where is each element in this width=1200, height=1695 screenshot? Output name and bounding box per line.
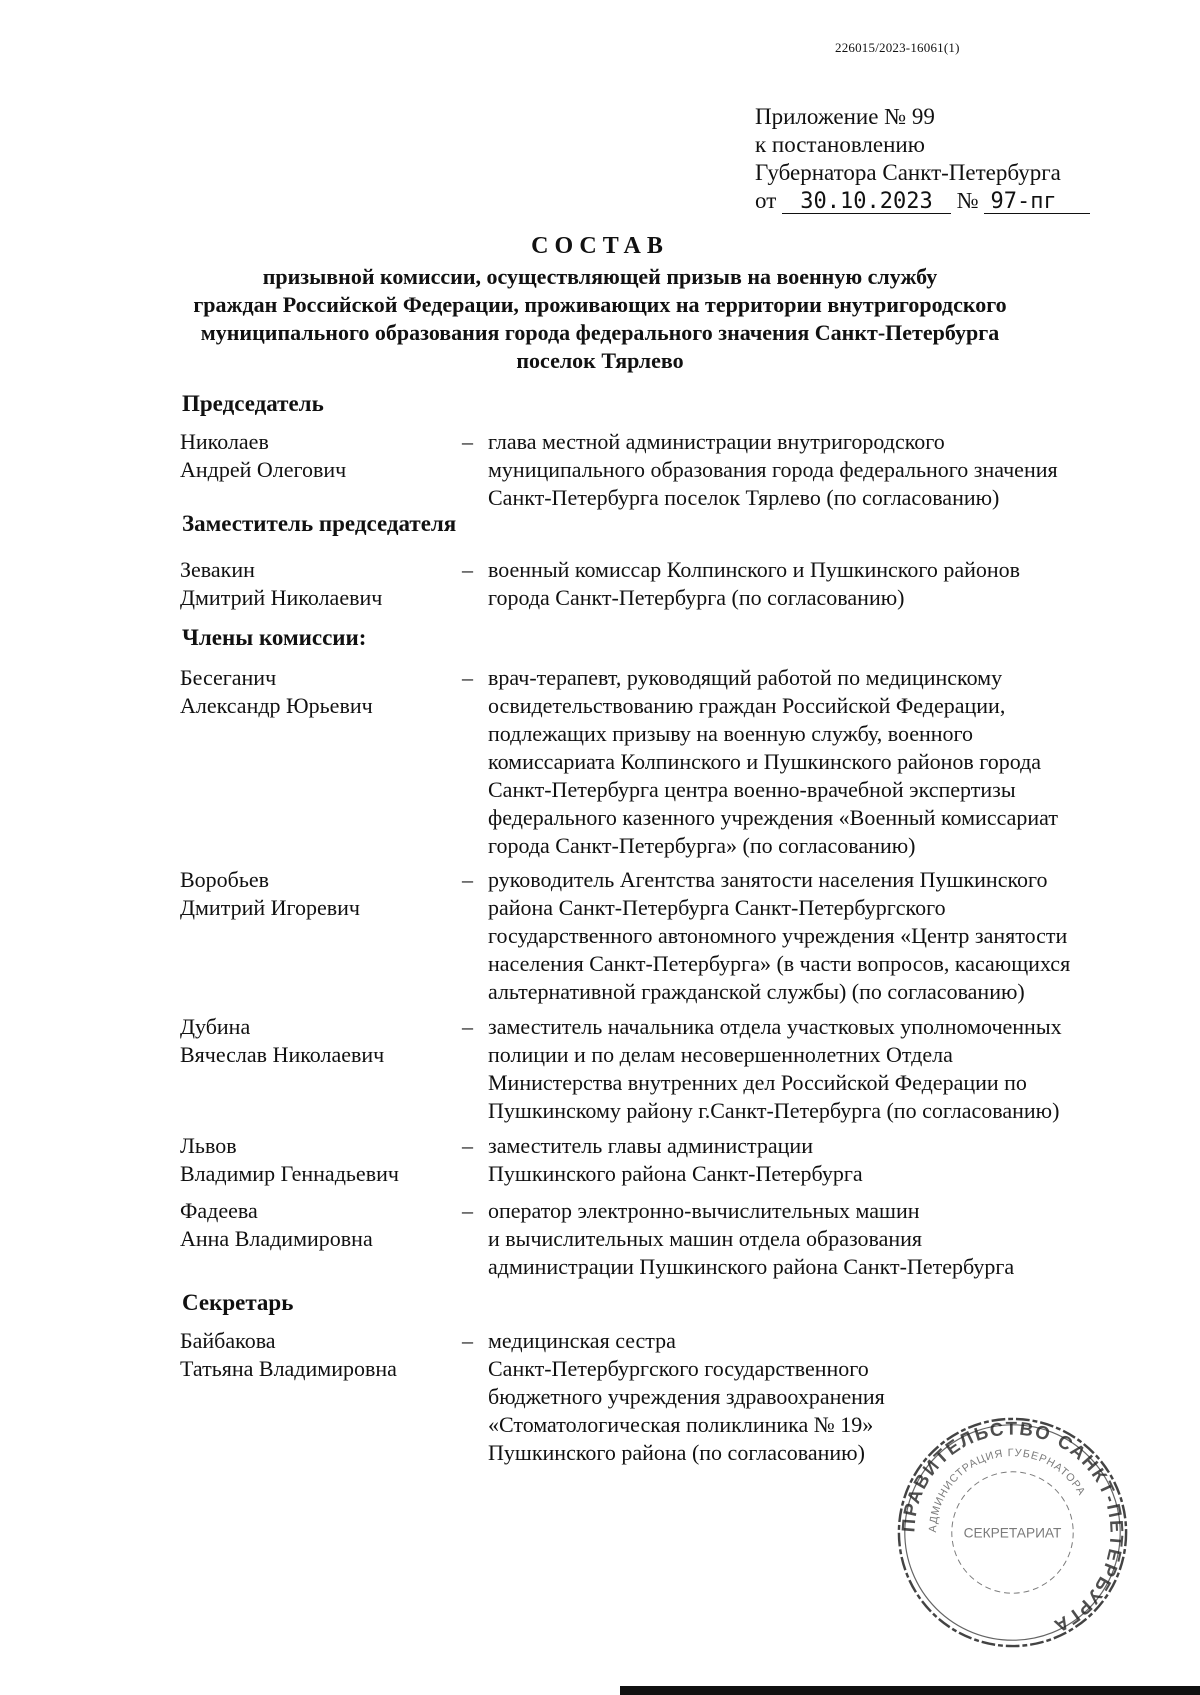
- section-chairman: Председатель: [182, 391, 324, 416]
- member-role: [488, 866, 1148, 1006]
- decree-number: 97-пг: [984, 191, 1090, 214]
- appendix-governor: Губернатора Санкт-Петербурга: [755, 160, 1061, 185]
- dash: –: [462, 665, 473, 690]
- surname: Байбакова: [180, 1328, 276, 1353]
- role-line: федерального казенного учреждения «Военный комиссариат: [488, 805, 1058, 830]
- document-title: СОСТАВ: [531, 233, 669, 259]
- role-line: администрации Пушкинского района Санкт-Петербурга: [488, 1254, 1015, 1279]
- subtitle-line: поселок Тярлево: [516, 348, 684, 373]
- member-name: [180, 1197, 460, 1253]
- from-label: от: [755, 188, 777, 213]
- role-line: заместитель начальника отдела участковых уполномоченных: [488, 1014, 1062, 1039]
- role-line: Министерства внутренних дел Российской Федерации по: [488, 1070, 1027, 1095]
- role-line: комиссариата Колпинского и Пушкинского районов города: [488, 749, 1042, 774]
- surname: Воробьев: [180, 867, 270, 892]
- appendix-block: [755, 103, 1090, 215]
- scan-edge-bar: [620, 1686, 1200, 1695]
- appendix-to-decree: к постановлению: [755, 132, 925, 157]
- role-line: государственного автономного учреждения «Центр занятости: [488, 923, 1068, 948]
- role-line: Санкт-Петербургского государственного: [488, 1356, 869, 1381]
- role-line: муниципального образования города федерального значения: [488, 457, 1058, 482]
- given-names: Дмитрий Николаевич: [180, 585, 383, 610]
- member-name: [180, 664, 460, 720]
- role-line: города Санкт-Петербурга» (по согласованию): [488, 833, 916, 858]
- given-names: Анна Владимировна: [180, 1226, 373, 1251]
- given-names: Александр Юрьевич: [180, 693, 373, 718]
- role-line: альтернативной гражданской службы) (по согласованию): [488, 979, 1025, 1004]
- role-line: населения Санкт-Петербурга» (в части вопросов, касающихся: [488, 951, 1071, 976]
- given-names: Владимир Геннадьевич: [180, 1161, 399, 1186]
- role-line: Санкт-Петербурга поселок Тярлево (по согласованию): [488, 485, 1000, 510]
- role-line: Пушкинского района Санкт-Петербурга: [488, 1161, 863, 1186]
- member-role: [488, 1197, 1148, 1281]
- role-line: освидетельствованию граждан Российской Федерации,: [488, 693, 1006, 718]
- member-name: [180, 428, 460, 484]
- role-line: врач-терапевт, руководящий работой по медицинскому: [488, 665, 1003, 690]
- role-line: оператор электронно-вычислительных машин: [488, 1198, 920, 1223]
- role-line: Пушкинскому району г.Санкт-Петербурга (по согласованию): [488, 1098, 1060, 1123]
- role-line: «Стоматологическая поликлиника № 19»: [488, 1412, 874, 1437]
- subtitle-line: призывной комиссии, осуществляющей призыв на военную службу: [262, 264, 938, 289]
- dash: –: [462, 867, 473, 892]
- given-names: Татьяна Владимировна: [180, 1356, 397, 1381]
- document-subtitle: [150, 263, 1050, 375]
- number-label: №: [956, 188, 979, 213]
- given-names: Андрей Олегович: [180, 457, 347, 482]
- official-seal-stamp: [895, 1415, 1130, 1650]
- role-line: бюджетного учреждения здравоохранения: [488, 1384, 885, 1409]
- member-role: [488, 1013, 1148, 1125]
- stamp-center-text: СЕКРЕТАРИАТ: [963, 1525, 1062, 1541]
- role-line: глава местной администрации внутригородского: [488, 429, 945, 454]
- surname: Бесеганич: [180, 665, 277, 690]
- role-line: полиции и по делам несовершеннолетних Отдела: [488, 1042, 953, 1067]
- surname: Зевакин: [180, 557, 255, 582]
- decree-date: 30.10.2023: [782, 191, 951, 214]
- member-role: [488, 428, 1148, 512]
- member-name: [180, 556, 460, 612]
- dash: –: [462, 1014, 473, 1039]
- dash: –: [462, 1198, 473, 1223]
- dash: –: [462, 429, 473, 454]
- role-line: района Санкт-Петербурга Санкт-Петербургского: [488, 895, 946, 920]
- member-name: [180, 1327, 460, 1383]
- role-line: Пушкинского района (по согласованию): [488, 1440, 865, 1465]
- appendix-date-line: [755, 187, 1090, 215]
- role-line: медицинская сестра: [488, 1328, 676, 1353]
- section-members: Члены комиссии:: [182, 625, 367, 650]
- given-names: Вячеслав Николаевич: [180, 1042, 385, 1067]
- surname: Дубина: [180, 1014, 251, 1039]
- surname: Николаев: [180, 429, 269, 454]
- role-line: и вычислительных машин отдела образования: [488, 1226, 923, 1251]
- stamp-outer-text: ПРАВИТЕЛЬСТВО САНКТ-ПЕТЕРБУРГА: [897, 1417, 1128, 1638]
- dash: –: [462, 1328, 473, 1353]
- role-line: Санкт-Петербурга центра военно-врачебной экспертизы: [488, 777, 1016, 802]
- document-id: 226015/2023-16061(1): [835, 40, 960, 55]
- member-role: [488, 556, 1148, 612]
- stamp-inner-text: АДМИНИСТРАЦИЯ ГУБЕРНАТОРА: [927, 1447, 1088, 1533]
- given-names: Дмитрий Игоревич: [180, 895, 360, 920]
- member-name: [180, 1013, 460, 1069]
- surname: Фадеева: [180, 1198, 258, 1223]
- role-line: заместитель главы администрации: [488, 1133, 813, 1158]
- surname: Львов: [180, 1133, 237, 1158]
- member-name: [180, 866, 460, 922]
- role-line: города Санкт-Петербурга (по согласованию): [488, 585, 905, 610]
- subtitle-line: граждан Российской Федерации, проживающих на территории внутригородского: [193, 292, 1007, 317]
- subtitle-line: муниципального образования города федерального значения Санкт-Петербурга: [200, 320, 1000, 345]
- section-secretary: Секретарь: [182, 1290, 294, 1315]
- dash: –: [462, 557, 473, 582]
- role-line: подлежащих призыву на военную службу, военного: [488, 721, 974, 746]
- member-name: [180, 1132, 460, 1188]
- role-line: руководитель Агентства занятости населения Пушкинского: [488, 867, 1048, 892]
- dash: –: [462, 1133, 473, 1158]
- member-role: [488, 1132, 1148, 1188]
- member-role: [488, 664, 1148, 860]
- section-deputy: Заместитель председателя: [182, 511, 457, 536]
- appendix-number: Приложение № 99: [755, 104, 935, 129]
- role-line: военный комиссар Колпинского и Пушкинского районов: [488, 557, 1021, 582]
